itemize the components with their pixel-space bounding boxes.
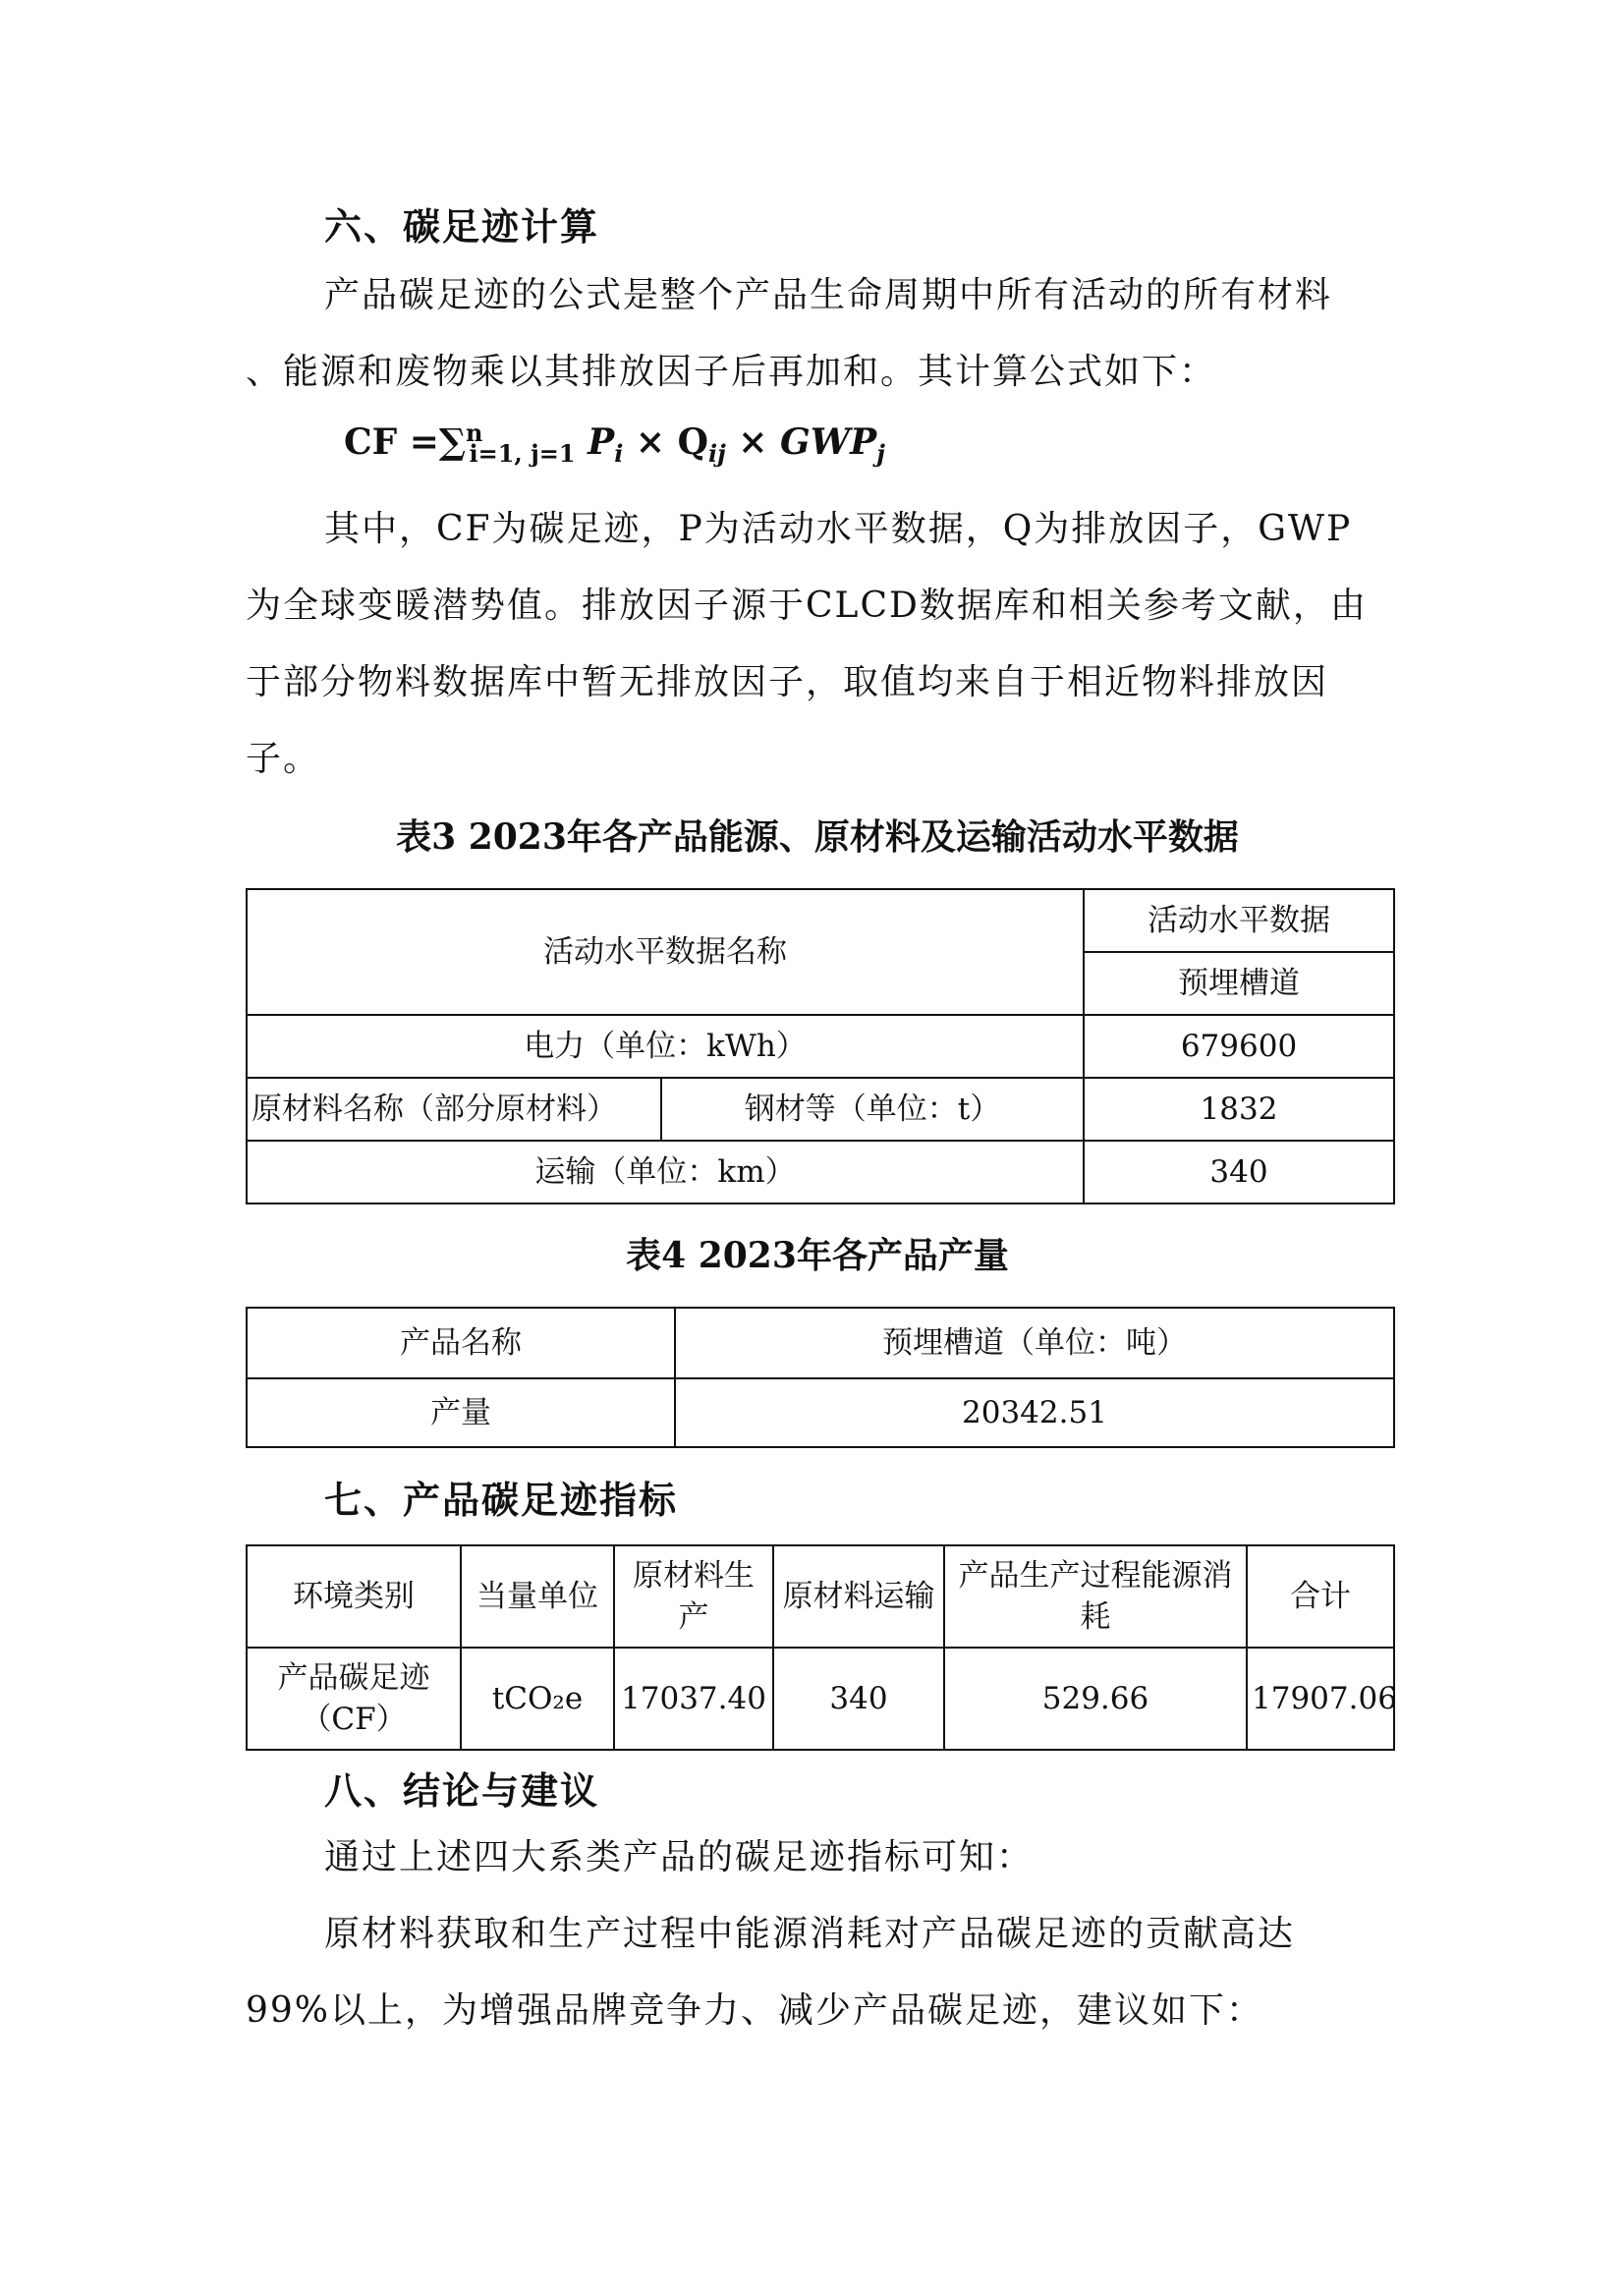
table3-power-label: 电力（单位：kWh） — [247, 1015, 1084, 1078]
section6-para2-line1: 其中，CF为碳足迹，P为活动水平数据，Q为排放因子，GWP — [324, 509, 1353, 549]
formula-p-sub: i — [614, 439, 624, 469]
formula-lhs: CF =∑ — [344, 421, 467, 463]
table5-cell-category: 产品碳足迹（CF） — [247, 1648, 461, 1750]
section6-para1-line1: 产品碳足迹的公式是整个产品生命周期中所有活动的所有材料 — [324, 275, 1333, 315]
section8-line3: 99%以上，为增强品牌竞争力、减少产品碳足迹，建议如下： — [246, 1990, 1264, 2031]
table3-transport-label: 运输（单位：km） — [247, 1141, 1084, 1203]
formula-p: P — [588, 421, 615, 463]
table3-material-value: 1832 — [1084, 1078, 1394, 1141]
section6-para1-line2: 、能源和废物乘以其排放因子后再加和。其计算公式如下： — [246, 352, 1217, 392]
formula-sub: i=1, j=1 — [469, 439, 576, 469]
table5-cell-material-transport: 340 — [773, 1648, 944, 1750]
table3-header-name: 活动水平数据名称 — [247, 889, 1084, 1015]
formula-sup: n — [466, 419, 483, 447]
table5-header-material-production: 原材料生产 — [614, 1545, 773, 1648]
table5-cell-energy: 529.66 — [944, 1648, 1247, 1750]
table4-row-label: 产量 — [247, 1378, 675, 1447]
table5-header-unit: 当量单位 — [461, 1545, 614, 1648]
table3 — [246, 888, 1395, 1204]
table3-material-sub: 钢材等（单位：t） — [661, 1078, 1084, 1141]
table4-header-name: 产品名称 — [247, 1308, 675, 1378]
carbon-footprint-table — [246, 1544, 1395, 1751]
table5-cell-material-production: 17037.40 — [614, 1648, 773, 1750]
formula-gwp-sub: j — [876, 439, 885, 469]
table3-material-label: 原材料名称（部分原材料） — [247, 1078, 661, 1141]
table5-header-total: 合计 — [1247, 1545, 1394, 1648]
section7-heading: 七、产品碳足迹指标 — [324, 1478, 679, 1522]
table4-row-value: 20342.51 — [675, 1378, 1394, 1447]
section6-para2-line4: 子。 — [246, 739, 321, 779]
table5-header-material-transport: 原材料运输 — [773, 1545, 944, 1648]
formula-times-2: × — [725, 421, 780, 463]
table5-cell-unit: tCO₂e — [461, 1648, 614, 1750]
table4 — [246, 1307, 1395, 1448]
formula-q-sub: ij — [707, 439, 726, 469]
section6-para2-line2: 为全球变暖潜势值。排放因子源于CLCD数据库和相关参考文献，由 — [246, 586, 1368, 626]
formula-gwp: GWP — [780, 421, 877, 463]
table3-power-value: 679600 — [1084, 1015, 1394, 1078]
table5-cell-total: 17907.06 — [1247, 1648, 1394, 1750]
table3-transport-value: 340 — [1084, 1141, 1394, 1203]
carbon-footprint-formula — [344, 419, 885, 468]
table5-header-energy: 产品生产过程能源消耗 — [944, 1545, 1247, 1648]
table3-header-sub: 预埋槽道 — [1084, 952, 1394, 1015]
formula-q: Q — [677, 421, 708, 463]
table5-header-category: 环境类别 — [247, 1545, 461, 1648]
section8-heading: 八、结论与建议 — [324, 1768, 600, 1813]
table3-header-group: 活动水平数据 — [1084, 889, 1394, 952]
table3-caption: 表3 2023年各产品能源、原材料及运输活动水平数据 — [396, 816, 1239, 858]
section8-line1: 通过上述四大系类产品的碳足迹指标可知： — [324, 1837, 1035, 1877]
section8-line2: 原材料获取和生产过程中能源消耗对产品碳足迹的贡献高达 — [324, 1914, 1296, 1954]
table4-caption: 表4 2023年各产品产量 — [626, 1235, 1009, 1276]
section6-para2-line3: 于部分物料数据库中暂无排放因子，取值均来自于相近物料排放因 — [246, 662, 1329, 702]
table4-header-product: 预埋槽道（单位：吨） — [675, 1308, 1394, 1378]
section6-heading: 六、碳足迹计算 — [324, 204, 600, 249]
formula-times-1: × — [623, 421, 678, 463]
